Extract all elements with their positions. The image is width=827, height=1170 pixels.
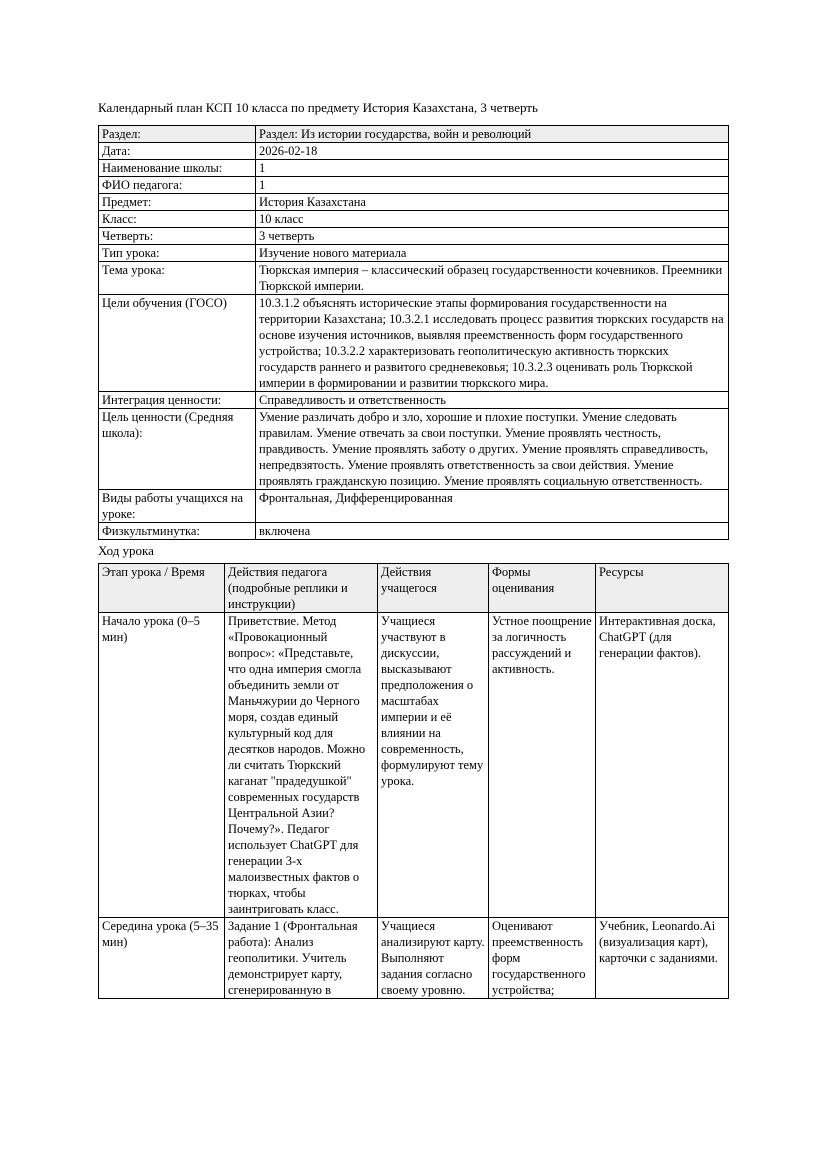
info-value: 10.3.1.2 объяснять исторические этапы формирования государственности на территории Казахстана; 10.3.2.1 исследовать процесс развития тюркских государств на основе изучения источников, выявляя преемственность форм государственного устройства; 10.3.2.2 характеризовать геополитическую активность тюркских государств раннего и развитого средневековья; 10.3.2.3 оценивать роль Тюркской империи в формировании и развитии тюркского мира.: [256, 295, 729, 392]
lesson-header-assessment: Формы оценивания: [489, 564, 596, 613]
info-row-date: [99, 143, 729, 160]
lesson-header-teacher-actions: Действия педагога (подробные реплики и инструкции): [225, 564, 378, 613]
info-value: 1: [256, 160, 729, 177]
lesson-stage-cell: Середина урока (5–35 мин): [99, 918, 225, 999]
info-value: 2026-02-18: [256, 143, 729, 160]
info-value: Изучение нового материала: [256, 245, 729, 262]
info-row-values-goal: [99, 409, 729, 490]
info-row-lesson-type: [99, 245, 729, 262]
info-row-school: [99, 160, 729, 177]
info-row-physical-minute: [99, 523, 729, 540]
lesson-resources-cell: Интерактивная доска, ChatGPT (для генерации фактов).: [596, 613, 729, 918]
lesson-header-resources: Ресурсы: [596, 564, 729, 613]
info-row-learning-goals: [99, 295, 729, 392]
info-row-class: [99, 211, 729, 228]
info-label: Дата:: [99, 143, 256, 160]
info-row-work-types: [99, 490, 729, 523]
info-label: Тема урока:: [99, 262, 256, 295]
lesson-row-middle: [99, 918, 729, 999]
info-label: Цели обучения (ГОСО): [99, 295, 256, 392]
info-label: Наименование школы:: [99, 160, 256, 177]
lesson-info-table: [98, 125, 729, 540]
lesson-header-row: [99, 564, 729, 613]
lesson-stages-table: [98, 563, 729, 999]
lesson-student-cell: Учащиеся анализируют карту. Выполняют задания согласно своему уровню.: [378, 918, 489, 999]
page-title: Календарный план КСП 10 класса по предмету История Казахстана, 3 четверть: [98, 100, 538, 115]
info-value: 1: [256, 177, 729, 194]
info-label: Цель ценности (Средняя школа):: [99, 409, 256, 490]
info-label: Раздел:: [99, 126, 256, 143]
lesson-assessment-cell: Оценивают преемственность форм государственного устройства;: [489, 918, 596, 999]
info-value: 10 класс: [256, 211, 729, 228]
info-label: Класс:: [99, 211, 256, 228]
info-label: Физкультминутка:: [99, 523, 256, 540]
info-value: Умение различать добро и зло, хорошие и плохие поступки. Умение следовать правилам. Умение отвечать за свои поступки. Умение проявлять честность, правдивость. Умение проявлять заботу о других. Умение проявлять справедливость, непредвзятость. Умение проявлять ответственность за свои действия. Умение проявлять гражданскую позицию. Умение проявлять социальную ответственность.: [256, 409, 729, 490]
lesson-resources-cell: Учебник, Leonardo.Ai (визуализация карт), карточки с заданиями.: [596, 918, 729, 999]
info-row-lesson-topic: [99, 262, 729, 295]
info-row-teacher-name: [99, 177, 729, 194]
lesson-stage-cell: Начало урока (0–5 мин): [99, 613, 225, 918]
info-row-razdel: [99, 126, 729, 143]
info-label: Виды работы учащихся на уроке:: [99, 490, 256, 523]
info-label: ФИО педагога:: [99, 177, 256, 194]
page-content: [98, 98, 728, 999]
info-value: включена: [256, 523, 729, 540]
info-value: 3 четверть: [256, 228, 729, 245]
lesson-course-heading: Ход урока: [98, 543, 154, 558]
info-row-quarter: [99, 228, 729, 245]
info-label: Четверть:: [99, 228, 256, 245]
info-value: Справедливость и ответственность: [256, 392, 729, 409]
lesson-header-student-actions: Действия учащегося: [378, 564, 489, 613]
info-label: Интеграция ценности:: [99, 392, 256, 409]
info-label: Предмет:: [99, 194, 256, 211]
info-value: Тюркская империя – классический образец государственности кочевников. Преемники Тюркской империи.: [256, 262, 729, 295]
info-value: Раздел: Из истории государства, войн и революций: [256, 126, 729, 143]
lesson-teacher-cell: Приветствие. Метод «Провокационный вопрос»: «Представьте, что одна империя смогла объединить земли от Маньчжурии до Черного моря, создав единый культурный код для десятков народов. Можно ли считать Тюркский каганат "прадедушкой" современных государств Центральной Азии? Почему?». Педагог использует ChatGPT для генерации 3-х малоизвестных фактов о тюрках, чтобы заинтриговать класс.: [225, 613, 378, 918]
lesson-teacher-cell: Задание 1 (Фронтальная работа): Анализ геополитики. Учитель демонстрирует карту, сгенерированную в: [225, 918, 378, 999]
info-row-values-integration: [99, 392, 729, 409]
info-value: История Казахстана: [256, 194, 729, 211]
info-label: Тип урока:: [99, 245, 256, 262]
lesson-assessment-cell: Устное поощрение за логичность рассуждений и активность.: [489, 613, 596, 918]
lesson-header-stage: Этап урока / Время: [99, 564, 225, 613]
info-value: Фронтальная, Дифференцированная: [256, 490, 729, 523]
info-row-subject: [99, 194, 729, 211]
lesson-row-start: [99, 613, 729, 918]
lesson-student-cell: Учащиеся участвуют в дискуссии, высказывают предположения о масштабах империи и её влиянии на современность, формулируют тему урока.: [378, 613, 489, 918]
